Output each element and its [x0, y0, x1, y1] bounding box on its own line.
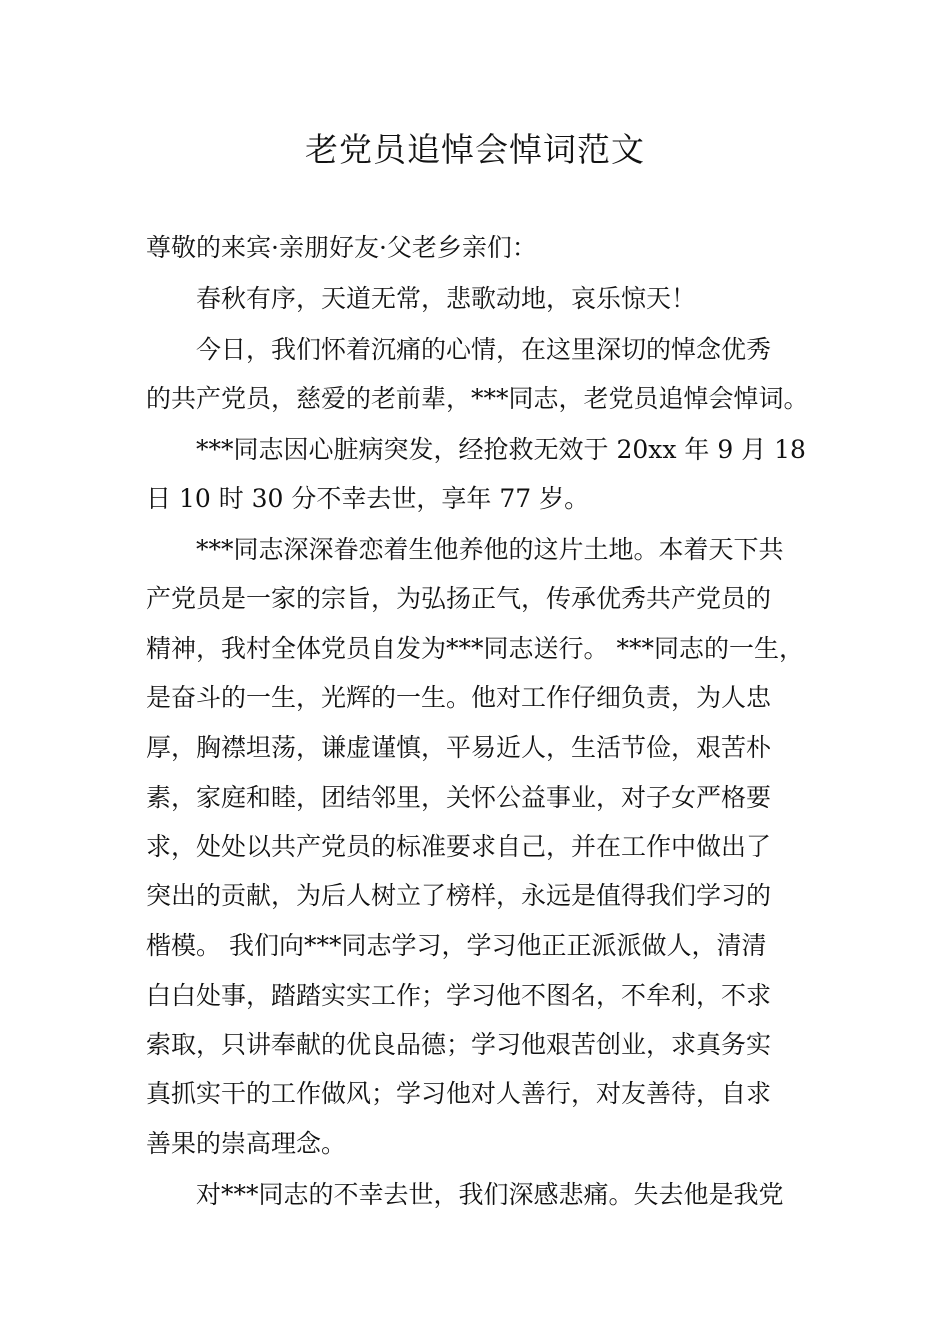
paragraph-line: 素，家庭和睦，团结邻里，关怀公益事业，对子女严格要: [146, 783, 772, 812]
paragraph-line: 真抓实干的工作做风；学习他对人善行，对友善待，自求: [146, 1079, 772, 1108]
paragraph-line: 产党员是一家的宗旨，为弘扬正气，传承优秀共产党员的: [146, 584, 772, 613]
salutation-line: 尊敬的来宾·亲朋好友·父老乡亲们：: [146, 233, 537, 262]
paragraph-line: 精神，我村全体党员自发为***同志送行。 ***同志的一生，: [146, 634, 804, 663]
paragraph-line: 对***同志的不幸去世，我们深感悲痛。失去他是我党: [196, 1180, 784, 1209]
paragraph-line: 日 10 时 30 分不幸去世，享年 77 岁。: [146, 484, 590, 513]
paragraph-line: 突出的贡献，为后人树立了榜样，永远是值得我们学习的: [146, 881, 772, 910]
paragraph-line: 厚，胸襟坦荡，谦虚谨慎，平易近人，生活节俭，艰苦朴: [146, 733, 772, 762]
paragraph-line: 善果的崇高理念。: [146, 1129, 347, 1158]
paragraph-line: 的共产党员，慈爱的老前辈，***同志，老党员追悼会悼词。: [146, 384, 809, 413]
document-title: 老党员追悼会悼词范文: [305, 130, 645, 169]
paragraph-line: 今日，我们怀着沉痛的心情，在这里深切的悼念优秀: [196, 335, 772, 364]
paragraph-line: 白白处事，踏踏实实工作；学习他不图名，不牟利，不求: [146, 981, 772, 1010]
paragraph-line: 春秋有序，天道无常，悲歌动地，哀乐惊天！: [196, 284, 697, 313]
paragraph-line: 是奋斗的一生，光辉的一生。他对工作仔细负责，为人忠: [146, 683, 772, 712]
paragraph-line: 楷模。 我们向***同志学习，学习他正正派派做人，清清: [146, 931, 767, 960]
paragraph-line: 索取，只讲奉献的优良品德；学习他艰苦创业，求真务实: [146, 1030, 772, 1059]
paragraph-line: 求，处处以共产党员的标准要求自己，并在工作中做出了: [146, 832, 772, 861]
paragraph-line: ***同志因心脏病突发，经抢救无效于 20xx 年 9 月 18: [196, 435, 806, 464]
paragraph-line: ***同志深深眷恋着生他养他的这片土地。本着天下共: [196, 535, 784, 564]
